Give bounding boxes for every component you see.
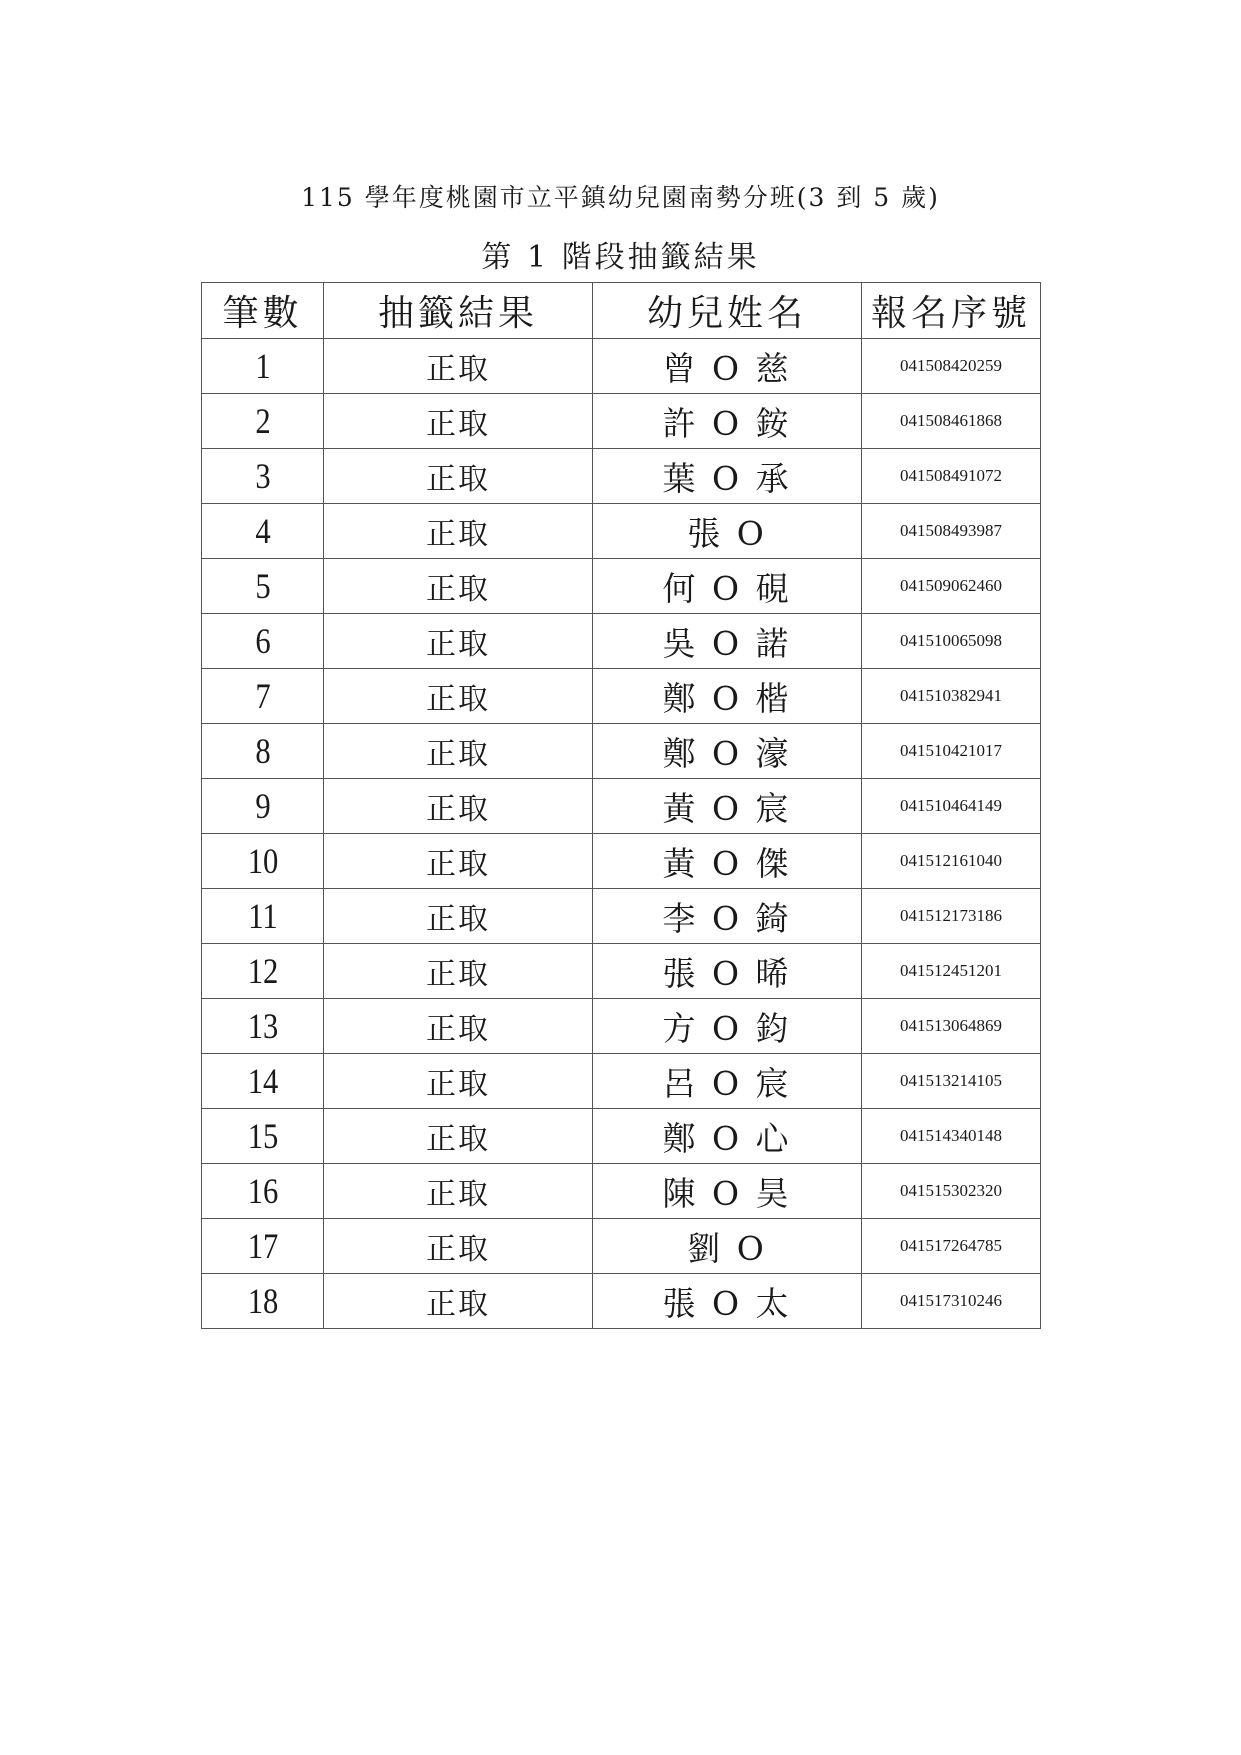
row-child-name: 黃 O 傑 [593,834,862,889]
row-serial: 041512173186 [862,889,1041,944]
table-row [202,724,1041,779]
row-serial: 041517264785 [862,1219,1041,1274]
table-row [202,504,1041,559]
document-title: 115 學年度桃園市立平鎮幼兒園南勢分班(3 到 5 歲) [301,183,940,212]
row-child-name: 張 O 太 [593,1274,862,1329]
row-serial: 041510421017 [862,724,1041,779]
table-row [202,669,1041,724]
row-number: 17 [211,1219,315,1274]
header-child-name: 幼兒姓名 [593,283,862,339]
row-child-name: 方 O 鈞 [593,999,862,1054]
table-row [202,944,1041,999]
row-number: 18 [211,1274,315,1329]
row-result: 正取 [324,834,593,889]
row-number: 6 [211,614,315,669]
table-row [202,999,1041,1054]
row-serial: 041510065098 [862,614,1041,669]
row-child-name: 吳 O 諾 [593,614,862,669]
row-number: 16 [211,1164,315,1219]
row-result: 正取 [324,504,593,559]
row-serial: 041510464149 [862,779,1041,834]
table-row [202,394,1041,449]
header-result: 抽籤結果 [324,283,593,339]
row-number: 1 [211,339,315,394]
row-number: 2 [211,394,315,449]
row-serial: 041512161040 [862,834,1041,889]
row-child-name: 李 O 錡 [593,889,862,944]
row-serial: 041508491072 [862,449,1041,504]
row-result: 正取 [324,1274,593,1329]
row-serial: 041513064869 [862,999,1041,1054]
table-row [202,889,1041,944]
row-result: 正取 [324,1219,593,1274]
row-child-name: 何 O 硯 [593,559,862,614]
row-number: 14 [211,1054,315,1109]
row-serial: 041509062460 [862,559,1041,614]
row-result: 正取 [324,559,593,614]
row-child-name: 張 O [593,504,862,559]
row-result: 正取 [324,339,593,394]
table-row [202,1274,1041,1329]
header-count: 筆數 [202,283,324,339]
row-serial: 041512451201 [862,944,1041,999]
header-serial-number: 報名序號 [862,283,1041,339]
row-result: 正取 [324,614,593,669]
row-serial: 041510382941 [862,669,1041,724]
row-serial: 041508420259 [862,339,1041,394]
table-row [202,449,1041,504]
row-child-name: 曾 O 慈 [593,339,862,394]
row-serial: 041508493987 [862,504,1041,559]
table-row [202,834,1041,889]
table-row [202,559,1041,614]
row-serial: 041508461868 [862,394,1041,449]
row-number: 4 [211,504,315,559]
row-serial: 041513214105 [862,1054,1041,1109]
table-row [202,339,1041,394]
row-result: 正取 [324,394,593,449]
row-child-name: 劉 O [593,1219,862,1274]
row-result: 正取 [324,1054,593,1109]
row-number: 5 [211,559,315,614]
table-row [202,779,1041,834]
row-result: 正取 [324,1164,593,1219]
row-number: 12 [211,944,315,999]
table-row [202,1109,1041,1164]
row-result: 正取 [324,889,593,944]
row-child-name: 鄭 O 楷 [593,669,862,724]
row-child-name: 張 O 晞 [593,944,862,999]
row-result: 正取 [324,449,593,504]
row-result: 正取 [324,779,593,834]
row-result: 正取 [324,944,593,999]
table-row [202,1219,1041,1274]
row-number: 15 [211,1109,315,1164]
row-number: 13 [211,999,315,1054]
row-number: 9 [211,779,315,834]
lottery-results-table [201,282,1041,1329]
row-number: 7 [211,669,315,724]
table-row [202,1054,1041,1109]
row-child-name: 黃 O 宸 [593,779,862,834]
row-result: 正取 [324,669,593,724]
row-serial: 041514340148 [862,1109,1041,1164]
row-serial: 041515302320 [862,1164,1041,1219]
row-result: 正取 [324,1109,593,1164]
row-child-name: 鄭 O 心 [593,1109,862,1164]
row-number: 10 [211,834,315,889]
row-number: 3 [211,449,315,504]
table-row [202,1164,1041,1219]
table-header-row [202,283,1041,339]
row-result: 正取 [324,999,593,1054]
row-serial: 041517310246 [862,1274,1041,1329]
row-child-name: 葉 O 承 [593,449,862,504]
row-result: 正取 [324,724,593,779]
row-child-name: 陳 O 昊 [593,1164,862,1219]
row-child-name: 呂 O 宸 [593,1054,862,1109]
row-child-name: 許 O 銨 [593,394,862,449]
table-row [202,614,1041,669]
row-number: 11 [211,889,315,944]
row-number: 8 [211,724,315,779]
row-child-name: 鄭 O 濠 [593,724,862,779]
document-subtitle: 第 1 階段抽籤結果 [481,240,760,275]
table-body [202,339,1041,1329]
